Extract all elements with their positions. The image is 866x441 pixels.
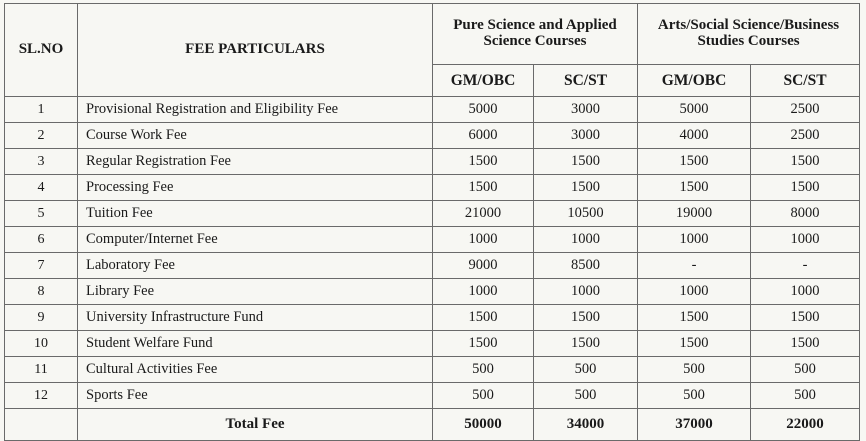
fee-value: 1500 xyxy=(638,305,751,331)
fee-value: 1000 xyxy=(534,227,638,253)
fee-value: 1500 xyxy=(433,331,534,357)
fee-name: Laboratory Fee xyxy=(78,253,433,279)
fee-table xyxy=(4,3,860,441)
header-arts-group xyxy=(638,4,860,65)
fee-value: 1500 xyxy=(638,175,751,201)
fee-value: 1500 xyxy=(433,305,534,331)
fee-value: 1500 xyxy=(638,149,751,175)
fee-value: 500 xyxy=(638,383,751,409)
fee-value: 1000 xyxy=(751,227,860,253)
fee-value: 3000 xyxy=(534,123,638,149)
total-value: 50000 xyxy=(433,409,534,441)
table-row xyxy=(5,149,860,175)
table-row xyxy=(5,357,860,383)
header-arts-title: Arts/Social Science/Business Studies Courses xyxy=(657,17,840,49)
fee-name: Tuition Fee xyxy=(78,201,433,227)
header-sub-sc-st: SC/ST xyxy=(534,65,638,97)
fee-value: 1500 xyxy=(751,175,860,201)
header-sub-sc-st: SC/ST xyxy=(751,65,860,97)
row-sl-number: 4 xyxy=(5,175,78,201)
header-sub-gm-obc: GM/OBC xyxy=(638,65,751,97)
fee-name: Computer/Internet Fee xyxy=(78,227,433,253)
fee-value: 1500 xyxy=(534,331,638,357)
fee-name: Regular Registration Fee xyxy=(78,149,433,175)
fee-value: 19000 xyxy=(638,201,751,227)
total-value: 22000 xyxy=(751,409,860,441)
fee-value: 1500 xyxy=(751,331,860,357)
fee-name: Sports Fee xyxy=(78,383,433,409)
fee-value: 500 xyxy=(751,357,860,383)
fee-value: 8500 xyxy=(534,253,638,279)
fee-name: Library Fee xyxy=(78,279,433,305)
fee-value: 3000 xyxy=(534,97,638,123)
total-row xyxy=(5,409,860,441)
fee-value: 1500 xyxy=(534,175,638,201)
total-value: 34000 xyxy=(534,409,638,441)
fee-value: 1500 xyxy=(534,305,638,331)
fee-value: 4000 xyxy=(638,123,751,149)
fee-value: 500 xyxy=(638,357,751,383)
header-pure-science-title: Pure Science and Applied Science Courses xyxy=(453,17,617,49)
table-row xyxy=(5,253,860,279)
fee-name: Course Work Fee xyxy=(78,123,433,149)
fee-value: - xyxy=(751,253,860,279)
fee-value: 1000 xyxy=(433,279,534,305)
fee-value: 500 xyxy=(433,357,534,383)
row-sl-number: 10 xyxy=(5,331,78,357)
fee-name: Provisional Registration and Eligibility Fee xyxy=(78,97,433,123)
fee-value: 1500 xyxy=(433,149,534,175)
fee-name: Processing Fee xyxy=(78,175,433,201)
fee-name: Student Welfare Fund xyxy=(78,331,433,357)
fee-value: 9000 xyxy=(433,253,534,279)
table-row xyxy=(5,123,860,149)
fee-value: 500 xyxy=(534,383,638,409)
header-sub-gm-obc: GM/OBC xyxy=(433,65,534,97)
table-row xyxy=(5,201,860,227)
row-sl-number: 11 xyxy=(5,357,78,383)
fee-value: 1500 xyxy=(534,149,638,175)
row-sl-number: 7 xyxy=(5,253,78,279)
fee-value: 5000 xyxy=(638,97,751,123)
table-row xyxy=(5,331,860,357)
fee-value: 8000 xyxy=(751,201,860,227)
table-row xyxy=(5,383,860,409)
fee-value: 1000 xyxy=(534,279,638,305)
row-sl-number: 9 xyxy=(5,305,78,331)
table-row xyxy=(5,175,860,201)
table-row xyxy=(5,279,860,305)
row-sl-number: 12 xyxy=(5,383,78,409)
header-pure-science-group xyxy=(433,4,638,65)
table-row xyxy=(5,97,860,123)
fee-value: 1000 xyxy=(638,279,751,305)
fee-value: 10500 xyxy=(534,201,638,227)
row-sl-number: 3 xyxy=(5,149,78,175)
fee-value: - xyxy=(638,253,751,279)
fee-value: 1500 xyxy=(433,175,534,201)
total-sl-empty xyxy=(5,409,78,441)
fee-value: 1000 xyxy=(433,227,534,253)
total-value: 37000 xyxy=(638,409,751,441)
row-sl-number: 1 xyxy=(5,97,78,123)
row-sl-number: 6 xyxy=(5,227,78,253)
fee-table-container xyxy=(4,3,860,441)
fee-value: 5000 xyxy=(433,97,534,123)
table-row xyxy=(5,305,860,331)
total-label: Total Fee xyxy=(78,409,433,441)
table-row xyxy=(5,227,860,253)
fee-value: 1500 xyxy=(638,331,751,357)
fee-value: 500 xyxy=(433,383,534,409)
fee-value: 1500 xyxy=(751,149,860,175)
fee-value: 1500 xyxy=(751,305,860,331)
row-sl-number: 2 xyxy=(5,123,78,149)
header-fee-particulars: FEE PARTICULARS xyxy=(78,4,433,97)
fee-value: 1000 xyxy=(751,279,860,305)
fee-name: University Infrastructure Fund xyxy=(78,305,433,331)
row-sl-number: 8 xyxy=(5,279,78,305)
row-sl-number: 5 xyxy=(5,201,78,227)
fee-value: 2500 xyxy=(751,97,860,123)
fee-name: Cultural Activities Fee xyxy=(78,357,433,383)
fee-value: 500 xyxy=(534,357,638,383)
header-slno: SL.NO xyxy=(5,4,78,97)
fee-value: 21000 xyxy=(433,201,534,227)
fee-value: 1000 xyxy=(638,227,751,253)
fee-value: 500 xyxy=(751,383,860,409)
fee-value: 2500 xyxy=(751,123,860,149)
fee-value: 6000 xyxy=(433,123,534,149)
